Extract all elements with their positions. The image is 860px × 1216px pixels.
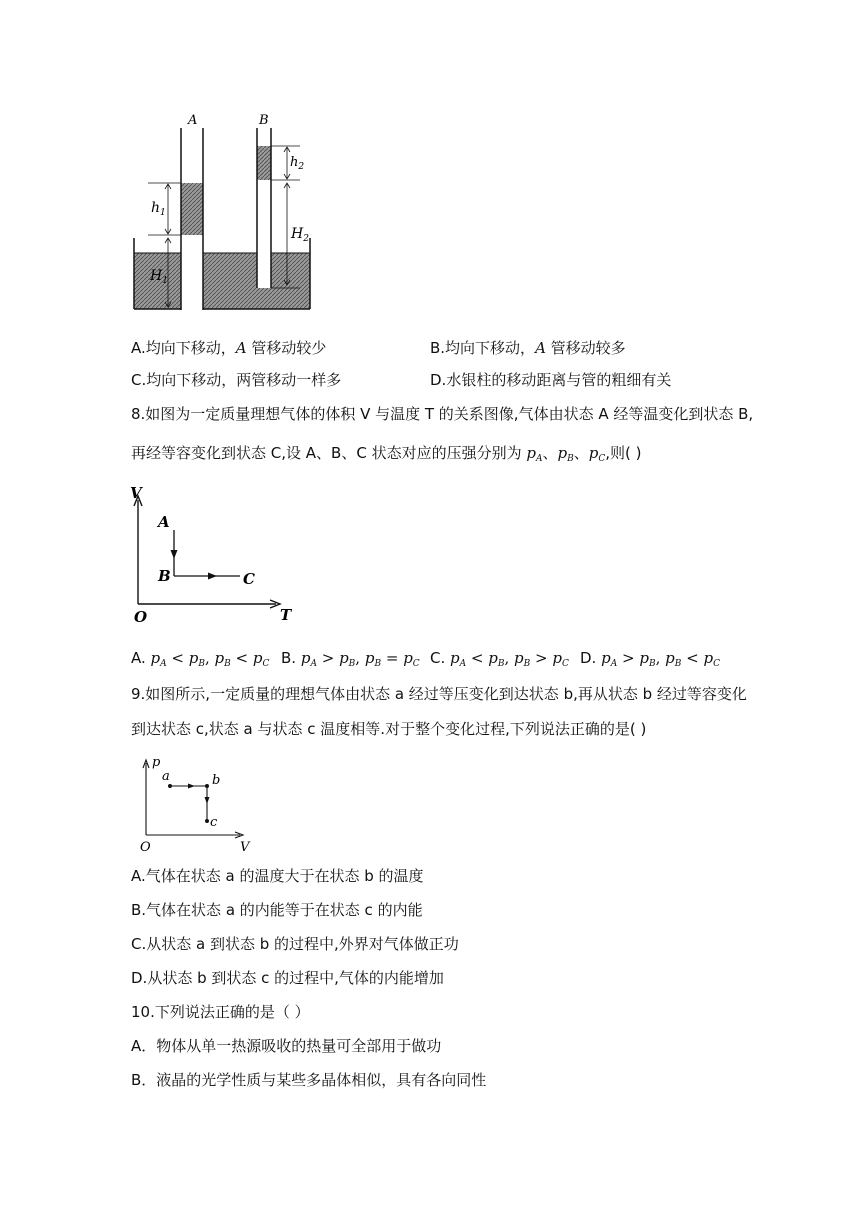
point-c-label: c bbox=[210, 815, 218, 830]
q9-option-c[interactable]: C.从状态 a 到状态 b 的过程中,外界对气体做正功 bbox=[131, 935, 459, 953]
q9-option-b[interactable]: B.气体在状态 a 的内能等于在状态 c 的内能 bbox=[131, 901, 423, 919]
pv-graph bbox=[138, 753, 258, 853]
origin-label: O bbox=[140, 840, 151, 853]
q8-option-b[interactable]: B. $p_A > p_B$, $p_B = p_C$ bbox=[281, 649, 420, 669]
q10-option-a[interactable]: A．物体从单一热源吸收的热量可全部用于做功 bbox=[131, 1037, 442, 1055]
tube-b-label: B bbox=[259, 113, 269, 128]
q9-stem-line2: 到达状态 c,状态 a 与状态 c 温度相等.对于整个变化过程,下列说法正确的是( ) bbox=[131, 720, 647, 738]
point-c-label: C bbox=[243, 570, 255, 588]
q8-stem-line1: 8.如图为一定质量理想气体的体积 V 与温度 T 的关系图像,气体由状态 A 经等温变化到状态 B, bbox=[131, 405, 754, 423]
q9-option-d[interactable]: D.从状态 b 到状态 c 的过程中,气体的内能增加 bbox=[131, 969, 444, 987]
q9-stem-line1: 9.如图所示,一定质量的理想气体由状态 a 经过等压变化到达状态 b,再从状态 b 经过等容变化 bbox=[131, 685, 747, 703]
q10-stem: 10.下列说法正确的是（ ） bbox=[131, 1003, 310, 1021]
h2-label: $h_2$ bbox=[290, 155, 305, 172]
q8-option-c[interactable]: C. $p_A < p_B$, $p_B > p_C$ bbox=[430, 649, 569, 669]
point-b-label: b bbox=[212, 773, 221, 788]
origin-label: O bbox=[134, 608, 148, 626]
H1-label: $H_1$ bbox=[150, 268, 168, 286]
q10-option-b[interactable]: B．液晶的光学性质与某些多晶体相似，具有各向同性 bbox=[131, 1071, 487, 1089]
H2-label: $H_2$ bbox=[291, 226, 309, 244]
q8-stem-line2: 再经等容变化到状态 C,设 A、B、C 状态对应的压强分别为 $p_A$、$p_B$、$p_C$,则( ) bbox=[131, 444, 642, 464]
q9-option-a[interactable]: A.气体在状态 a 的温度大于在状态 b 的温度 bbox=[131, 867, 424, 885]
vt-graph bbox=[128, 484, 298, 626]
tubes-figure bbox=[128, 108, 318, 320]
q8-option-a[interactable]: A. $p_A < p_B$, $p_B < p_C$ bbox=[131, 649, 270, 669]
p-axis-label: p bbox=[152, 755, 161, 770]
point-a-label: A bbox=[158, 513, 170, 531]
v-axis-label: V bbox=[130, 484, 142, 502]
point-b-label: B bbox=[158, 567, 171, 585]
point-a-label: a bbox=[162, 769, 170, 784]
h1-label: $h_1$ bbox=[151, 200, 166, 218]
q7-option-c[interactable]: C.均向下移动，两管移动一样多 bbox=[131, 371, 342, 389]
q8-option-d[interactable]: D. $p_A > p_B$, $p_B < p_C$ bbox=[580, 649, 720, 669]
t-axis-label: T bbox=[280, 606, 292, 624]
q7-option-d[interactable]: D.水银柱的移动距离与管的粗细有关 bbox=[430, 371, 672, 389]
tube-a-label: A bbox=[188, 113, 198, 128]
q7-option-a[interactable]: A.均向下移动，A 管移动较少 bbox=[131, 339, 327, 357]
q7-option-b[interactable]: B.均向下移动，A 管移动较多 bbox=[430, 339, 626, 357]
v-axis-label: V bbox=[240, 840, 250, 853]
